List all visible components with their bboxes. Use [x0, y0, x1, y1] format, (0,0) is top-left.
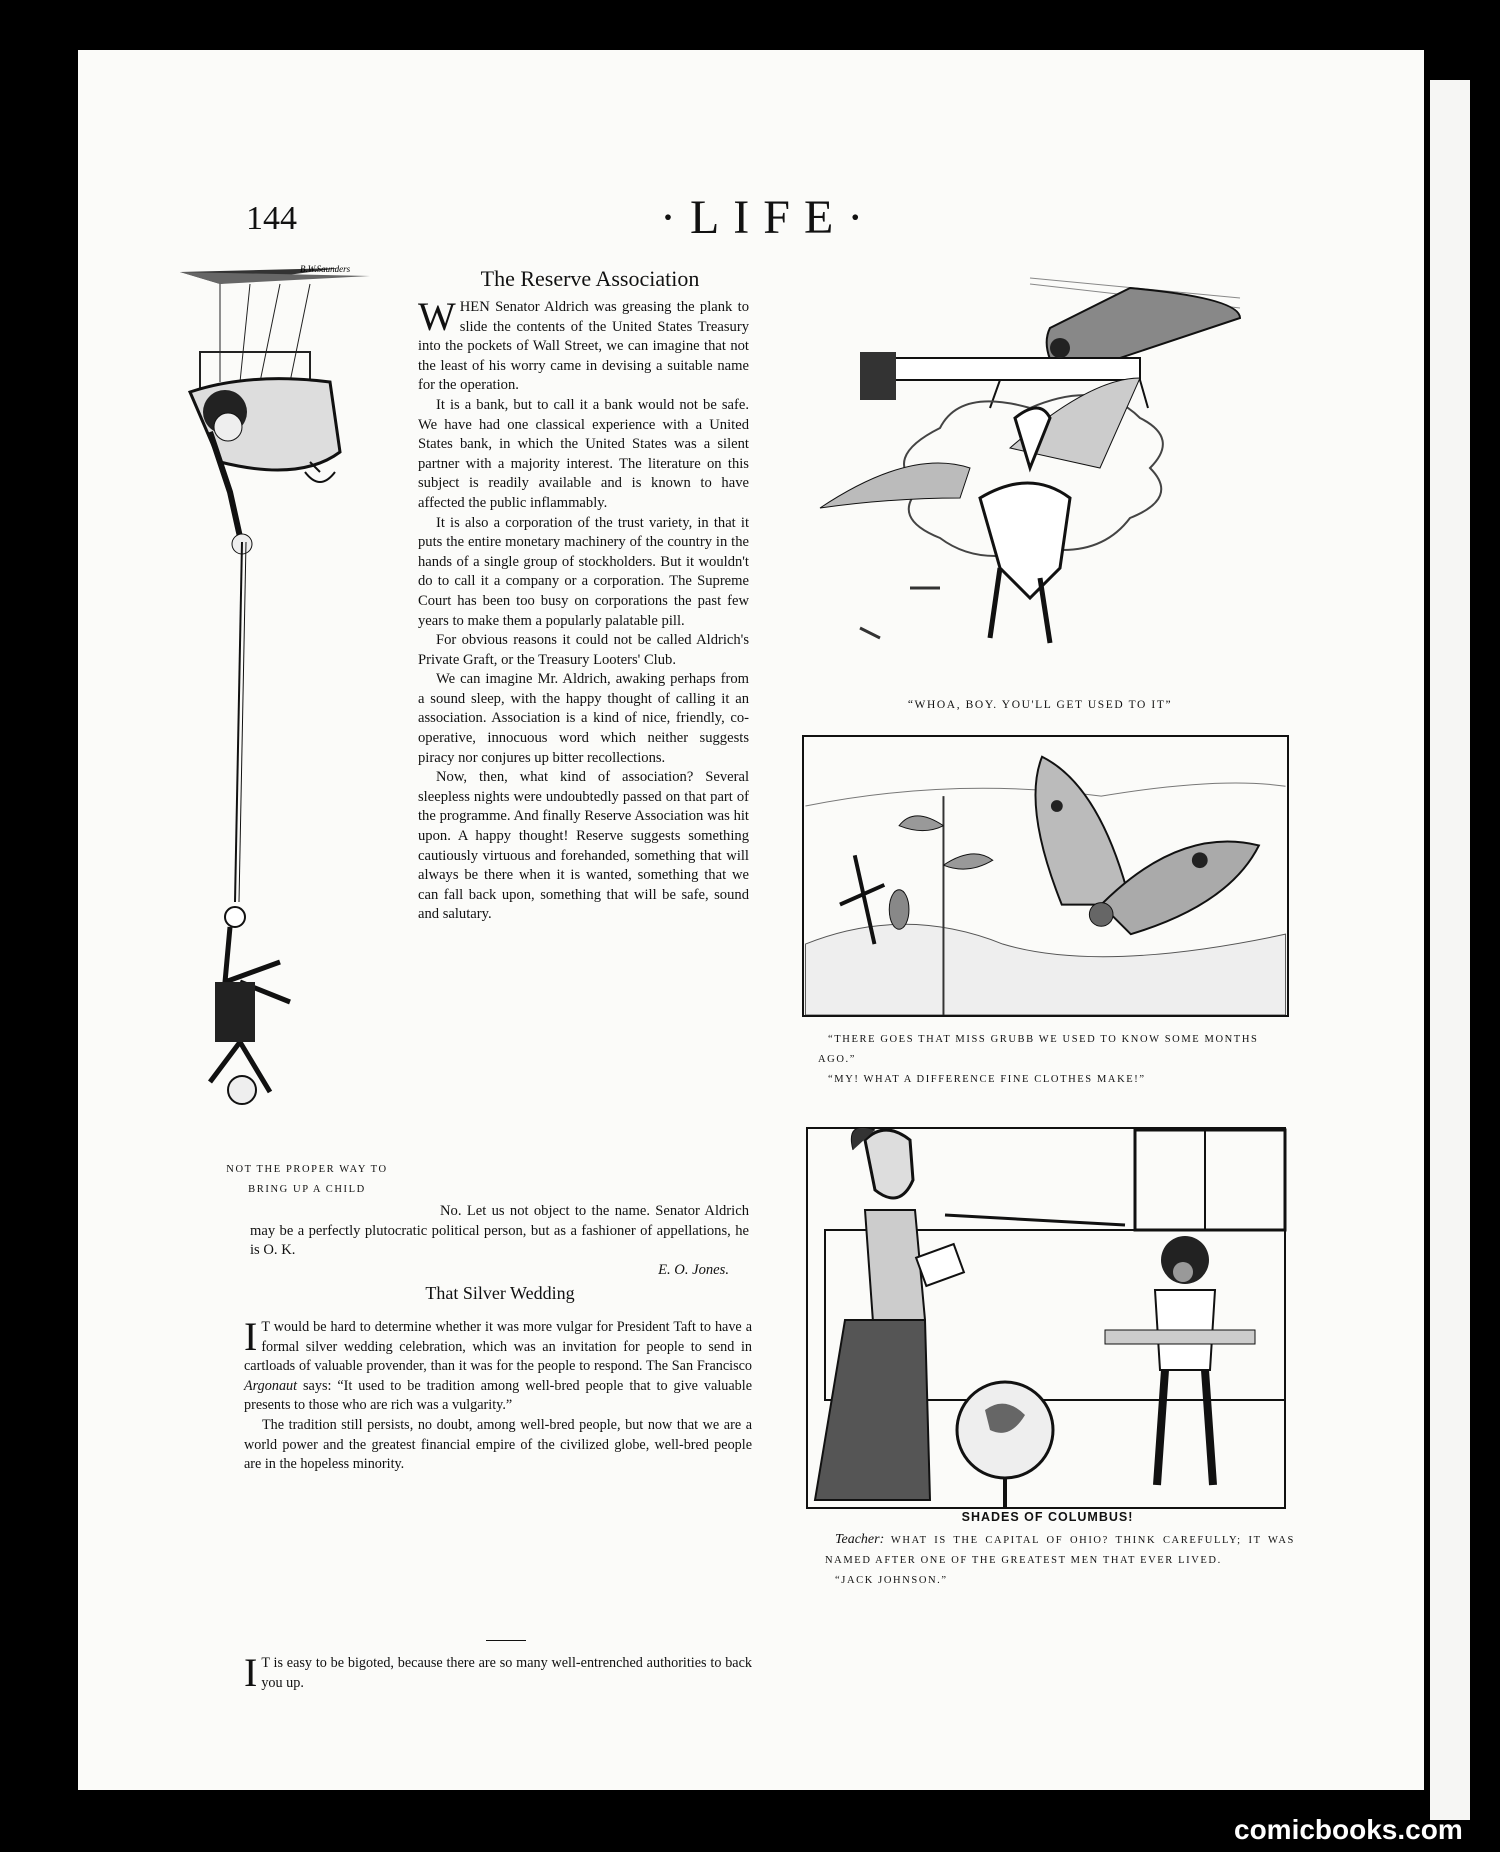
paragraph: We can imagine Mr. Aldrich, awaking perhaps from a sound sleep, with the happy thought of calling it an association. Association is a kind of nice, friendly, co-operative, innocuous word which neither suggests piracy nor conjures up bitter recollections. — [418, 671, 749, 766]
columbus-dialogue-line2: “JACK JOHNSON.” — [835, 1575, 948, 1586]
paragraph: The tradition still persists, no doubt, among well-bred people, but now that we are a world power and the greatest financial empire of the civilized globe, well-bred people are in the hopeless minority. — [244, 1416, 752, 1473]
pegasus-caption: “WHOA, BOY. YOU'LL GET USED TO IT” — [907, 699, 1173, 711]
paragraph: It is a bank, but to call it a bank would not be safe. We have had one classical experience with a United States bank, in which the United States was a silent partner with a majority interest. The literature on this subject is readily available and is known to have affected the public inflammably. — [418, 396, 749, 511]
author-signature: E. O. Jones. — [658, 1261, 729, 1278]
balloon-caption-line1: NOT THE PROPER WAY TO — [226, 1164, 388, 1175]
page-number: 144 — [246, 200, 297, 237]
paragraph: It is also a corporation of the trust variety, in that it puts the entire monetary machinery of the country in the hands of a single group of stockholders. But it wouldn't do to call it a company or a corporation. The Supreme Court has been too busy on corporations the past few years to make them a popularly palatable pill. — [418, 514, 749, 629]
artist-signature: B.W.Saunders — [300, 264, 351, 274]
paragraph: No. Let us not object to the name. Senator Aldrich may be a perfectly plutocratic political person, but as a fashioner of appellations, he is O. K. — [250, 1203, 749, 1259]
balloon-caption-line2: BRING UP A CHILD — [248, 1184, 366, 1195]
paragraph: Now, then, what kind of association? Several sleepless nights were undoubtedly passed on that part of the programme. And finally Reserve Association was hit upon. A happy thought! Reserve suggests something cautiously virtuous and forehanded, something that will always be there when it is wanted, something that we can fall back upon, something that will be safe, sound and salutary. — [418, 769, 749, 923]
butterfly-cartoon — [802, 735, 1289, 1017]
butterfly-caption — [818, 1030, 1298, 1090]
pegasus-illustration — [800, 268, 1245, 688]
balloon-caption — [196, 1160, 418, 1200]
publication-name: Argonaut — [244, 1377, 298, 1394]
article-body-silver-wedding — [244, 1314, 752, 1475]
balloon-cartoon — [180, 262, 400, 1132]
pegasus-cartoon — [800, 268, 1245, 688]
speaker-label: Teacher: — [835, 1532, 885, 1547]
section-divider — [486, 1640, 526, 1641]
filler-paragraph: I T is easy to be bigoted, because there are so many well-entrenched authorities to back you up. — [244, 1650, 752, 1695]
masthead: ·LIFE· — [660, 191, 878, 244]
article-conclusion — [250, 1202, 749, 1280]
article-body-reserve-association — [418, 294, 749, 925]
butterfly-caption-line1: “THERE GOES THAT MISS GRUBB WE USED TO KNOW SOME MONTHS AGO.” — [818, 1034, 1259, 1065]
drop-cap: W — [418, 294, 456, 339]
paragraph: WHEN Senator Aldrich was greasing the plank to slide the contents of the United States Treasury into the pockets of Wall Street, we can imagine that not the least of his worry came in devising a suitable name for the operation. — [418, 294, 749, 394]
paragraph: I T would be hard to determine whether it was more vulgar for President Taft to have a formal silver wedding celebration, which was an invitation for people to send in cartloads of valuable provender, than it was for the people to respond. The San Francisco Argonaut says: “It used to be tradition among well-bred people that to give valuable presents to those who are rich was a vulgarity.” — [244, 1314, 752, 1414]
article-title-reserve-association: The Reserve Association — [480, 266, 700, 291]
drop-cap: I — [244, 1650, 258, 1695]
columbus-illustration — [805, 1120, 1290, 1515]
balloon-illustration — [180, 262, 400, 1132]
next-page-edge — [1430, 80, 1470, 1820]
butterfly-illustration — [804, 737, 1287, 1015]
columbus-title: SHADES OF COLUMBUS! — [961, 1510, 1134, 1524]
butterfly-caption-line2: “MY! WHAT A DIFFERENCE FINE CLOTHES MAKE!” — [828, 1074, 1146, 1085]
columbus-dialogue-line1: Teacher: WHAT IS THE CAPITAL OF OHIO? THINK CAREFULLY; IT WAS NAMED AFTER ONE OF THE GREATEST MEN THAT EVER LIVED. — [825, 1532, 1295, 1566]
drop-cap: I — [244, 1314, 258, 1359]
columbus-cartoon — [805, 1120, 1290, 1515]
site-watermark: comicbooks.com — [1234, 1814, 1463, 1845]
columbus-caption — [825, 1530, 1295, 1591]
paragraph: For obvious reasons it could not be called Aldrich's Private Graft, or the Treasury Looters' Club. — [418, 632, 749, 668]
article-title-silver-wedding: That Silver Wedding — [425, 1283, 575, 1303]
